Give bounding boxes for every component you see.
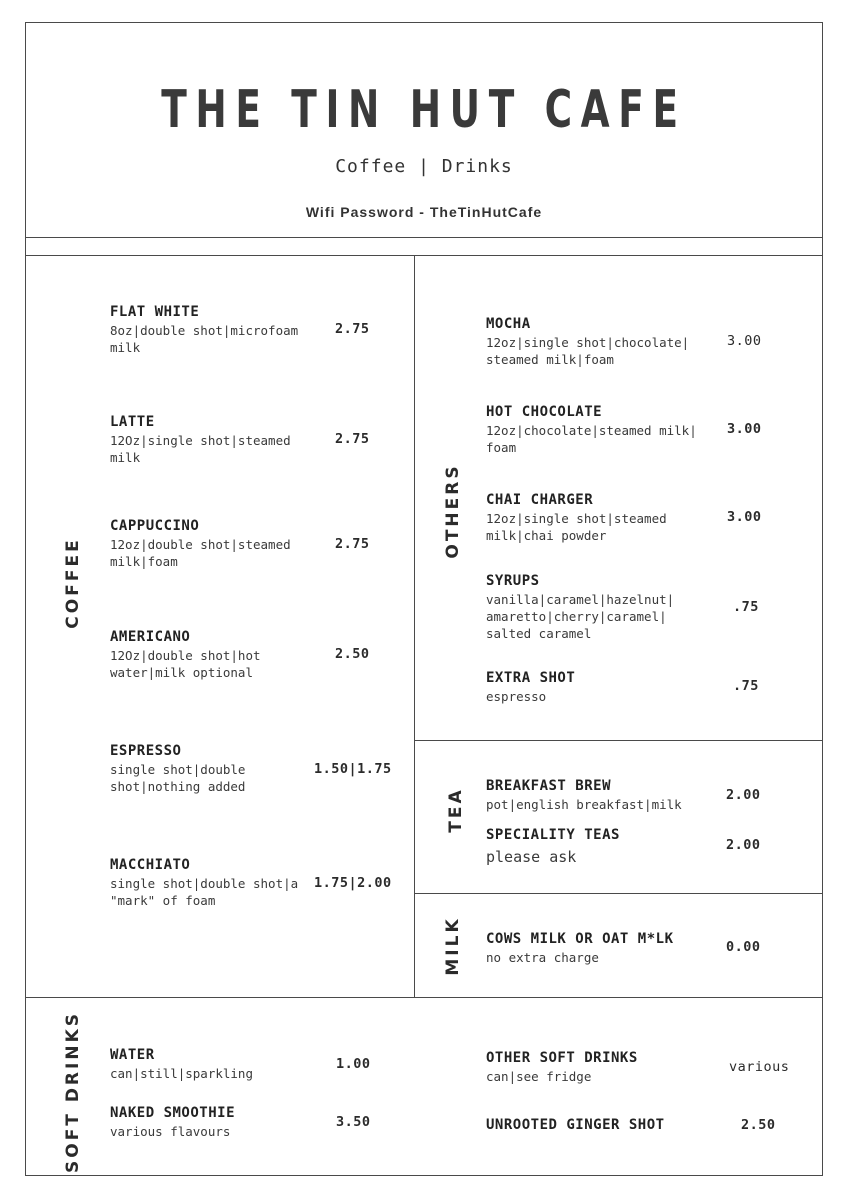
item-name: UNROOTED GINGER SHOT — [486, 1117, 665, 1133]
item-price: 2.75 — [335, 431, 370, 447]
menu-item-water — [110, 1046, 310, 1082]
menu-item-americano — [110, 628, 310, 681]
item-price: 3.00 — [727, 333, 762, 349]
menu-border — [25, 22, 823, 1176]
header-divider-bottom — [25, 255, 823, 256]
item-price: various — [729, 1059, 790, 1075]
cafe-subtitle: Coffee | Drinks — [335, 156, 513, 177]
menu-item-other-soft-drinks — [486, 1049, 701, 1085]
item-name: OTHER SOFT DRINKS — [486, 1050, 638, 1066]
item-description: single shot|double shot|nothing added — [110, 762, 246, 794]
item-description: 12Oz|double shot|hot water|milk optional — [110, 648, 261, 680]
menu-item-mocha — [486, 315, 701, 368]
item-description: no extra charge — [486, 950, 599, 965]
item-description: vanilla|caramel|hazelnut| amaretto|cherry|caramel| salted caramel — [486, 592, 675, 641]
item-description: 12oz|single shot|steamed milk|chai powder — [486, 511, 667, 543]
others-tea-divider — [414, 740, 823, 741]
item-price: 3.00 — [727, 509, 762, 525]
item-name: SYRUPS — [486, 573, 540, 589]
item-description: 12oz|double shot|steamed milk|foam — [110, 537, 291, 569]
item-price: .75 — [733, 599, 759, 615]
soft-drinks-divider — [25, 997, 823, 998]
item-name: SPECIALITY TEAS — [486, 827, 620, 843]
item-price: 3.00 — [727, 421, 762, 437]
item-description: please ask — [486, 848, 577, 866]
menu-item-latte — [110, 413, 310, 466]
item-price: 2.50 — [741, 1117, 776, 1133]
menu-item-espresso — [110, 742, 300, 795]
menu-item-hot-chocolate — [486, 403, 701, 456]
menu-item-breakfast-brew — [486, 777, 701, 813]
item-price: 2.50 — [335, 646, 370, 662]
header-divider-top — [25, 237, 823, 238]
column-divider — [414, 255, 415, 998]
item-name: CAPPUCCINO — [110, 518, 200, 534]
item-description: 12oz|chocolate|steamed milk| foam — [486, 423, 697, 455]
item-description: single shot|double shot|a "mark" of foam — [110, 876, 299, 908]
item-name: HOT CHOCOLATE — [486, 404, 603, 420]
item-description: can|see fridge — [486, 1069, 592, 1084]
item-name: MOCHA — [486, 316, 531, 332]
section-label-coffee: COFFEE — [63, 537, 83, 629]
item-name: CHAI CHARGER — [486, 492, 594, 508]
item-name: AMERICANO — [110, 629, 191, 645]
item-price: 2.00 — [726, 787, 761, 803]
item-price: 2.00 — [726, 837, 761, 853]
item-price: 1.75|2.00 — [314, 875, 392, 891]
menu-item-milk — [486, 930, 701, 966]
wifi-password: Wifi Password - TheTinHutCafe — [305, 204, 543, 220]
item-name: BREAKFAST BREW — [486, 778, 612, 794]
section-label-tea: TEA — [446, 787, 466, 833]
item-price: 2.75 — [335, 321, 370, 337]
item-name: EXTRA SHOT — [486, 670, 576, 686]
item-description: pot|english breakfast|milk — [486, 797, 682, 812]
item-name: MACCHIATO — [110, 857, 191, 873]
item-price: 1.00 — [336, 1056, 371, 1072]
menu-item-extra-shot — [486, 669, 686, 705]
menu-item-syrups — [486, 572, 686, 642]
menu-item-cappuccino — [110, 517, 310, 570]
item-name: NAKED SMOOTHIE — [110, 1105, 236, 1121]
section-label-soft-drinks: SOFT DRINKS — [63, 1011, 83, 1173]
item-price: .75 — [733, 678, 759, 694]
item-name: WATER — [110, 1047, 155, 1063]
item-description: 12Oz|single shot|steamed milk — [110, 433, 291, 465]
section-label-milk: MILK — [443, 916, 463, 976]
item-price: 3.50 — [336, 1114, 371, 1130]
item-description: espresso — [486, 689, 547, 704]
menu-item-speciality-teas — [486, 826, 701, 867]
menu-item-ginger-shot — [486, 1116, 701, 1134]
item-price: 0.00 — [726, 939, 761, 955]
item-name: FLAT WHITE — [110, 304, 200, 320]
menu-item-flat-white — [110, 303, 310, 356]
menu-item-macchiato — [110, 856, 310, 909]
item-description: can|still|sparkling — [110, 1066, 253, 1081]
menu-item-chai-charger — [486, 491, 686, 544]
item-price: 1.50|1.75 — [314, 761, 392, 777]
item-name: LATTE — [110, 414, 155, 430]
item-name: COWS MILK OR OAT M*LK — [486, 931, 674, 947]
item-description: 8oz|double shot|microfoam milk — [110, 323, 299, 355]
item-description: 12oz|single shot|chocolate| steamed milk|foam — [486, 335, 690, 367]
item-description: various flavours — [110, 1124, 231, 1139]
cafe-title: THE TIN HUT CAFE — [161, 80, 687, 140]
tea-milk-divider — [414, 893, 823, 894]
section-label-others: OTHERS — [443, 463, 463, 559]
item-name: ESPRESSO — [110, 743, 182, 759]
item-price: 2.75 — [335, 536, 370, 552]
menu-item-naked-smoothie — [110, 1104, 310, 1140]
